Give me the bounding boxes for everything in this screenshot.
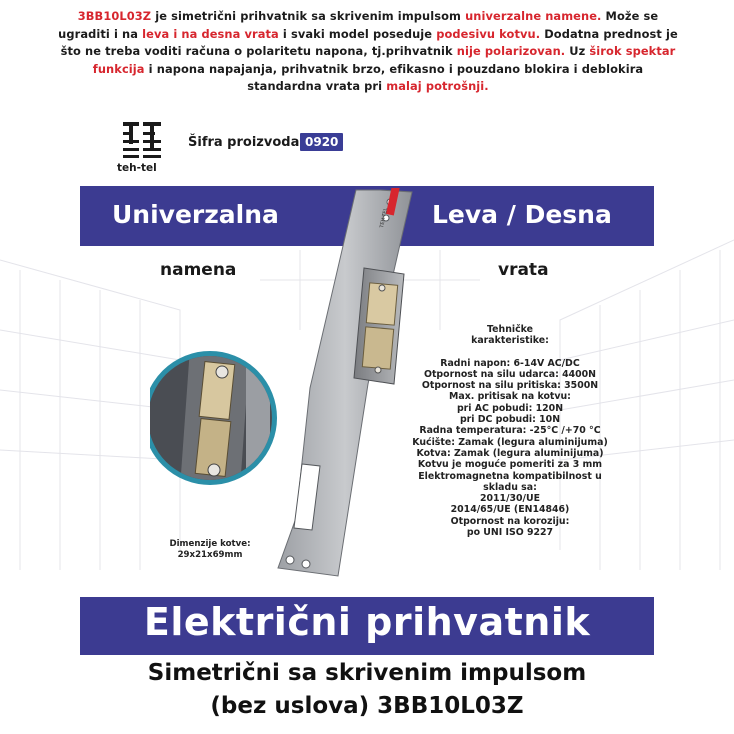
spec-line: po UNI ISO 9227 [466,527,554,539]
product-code-value: 0920 [300,133,343,151]
spec-line: Radni napon: 6-14V AC/DC [440,357,580,369]
spec-line: Otpornost na silu udarca: 4400N [423,368,597,380]
specs-heading: karakteristike: [471,335,549,347]
highlighted-text: univerzalne namene. [465,9,602,23]
spec-line: Otpornost na silu pritiska: 3500N [421,380,599,392]
specs-heading: Tehničke [487,324,533,335]
strike-product-image [150,188,430,588]
spec-line: Kotvu je moguće pomeriti za 3 mm [417,459,603,471]
product-description [58,8,678,96]
zoom-detail [150,348,280,488]
highlighted-text: malaj potrošnji. [386,79,489,94]
spec-line: 2014/65/UE (EN14846) [450,504,570,516]
technical-specifications [410,324,610,538]
highlighted-text: nije polarizovan. [456,44,566,59]
dimensions-value: 29x21x69mm [177,549,243,560]
subtitle-line-1: Simetrični sa skrivenim impulsom [147,660,587,686]
description-text: Dodatna prednost je što ne treba voditi računa o polaritetu napona, tj.prihvatnik [60,26,678,59]
product-code-label: Šifra proizvoda [188,135,300,150]
spec-line: Kućište: Zamak (legura aluminijuma) [412,436,608,448]
highlighted-text: podesivu kotvu. [436,26,541,41]
highlighted-text: širok spektar funkcija [92,44,676,76]
description-text: Uz [565,44,590,59]
dimensions-label: Dimenzije kotve: [169,539,251,549]
banner-left-title: Univerzalna [112,200,279,229]
description-text: i napona napajanja, prihvatnik brzo, efikasno i pouzdano blokira i deblokira standardna vrata pri [144,61,644,94]
spec-line: pri AC pobudi: 120N [456,402,564,414]
spec-line: Max. pritisak na kotvu: [449,391,571,403]
teh-tel-logo-icon [121,122,165,160]
spec-line: pri DC pobudi: 10N [459,414,561,426]
description-text: Može se ugraditi i na [58,9,659,41]
spec-line: Radna temperatura: -25°C /+70 °C [419,425,601,437]
anchor-dimensions [160,539,260,560]
subtitle-line-2: (bez uslova) 3BB10L03Z [210,693,524,719]
banner-right-title: Leva / Desna [432,200,612,229]
description-text: je simetrični prihvatnik sa skrivenim impulsom [151,9,466,23]
spec-line: Otpornost na koroziju: [450,515,570,527]
highlighted-text: leva i na desna vrata [142,26,279,41]
highlighted-text: 3BB10L03Z [77,9,152,23]
spec-line: Elektromagnetna kompatibilnost u [418,470,602,482]
banner-left-subtitle: namena [160,260,237,280]
brand-logo-text: teh-tel [117,162,157,174]
plate-label: TEH-TEL [379,207,390,229]
spec-line: Kotva: Zamak (legura aluminijuma) [416,447,604,459]
description-text: i svaki model poseduje [278,26,437,41]
spec-line: skladu sa: [483,481,537,493]
spec-line: 2011/30/UE [479,493,540,505]
main-title: Električni prihvatnik [143,600,591,644]
banner-right-subtitle: vrata [498,260,549,280]
